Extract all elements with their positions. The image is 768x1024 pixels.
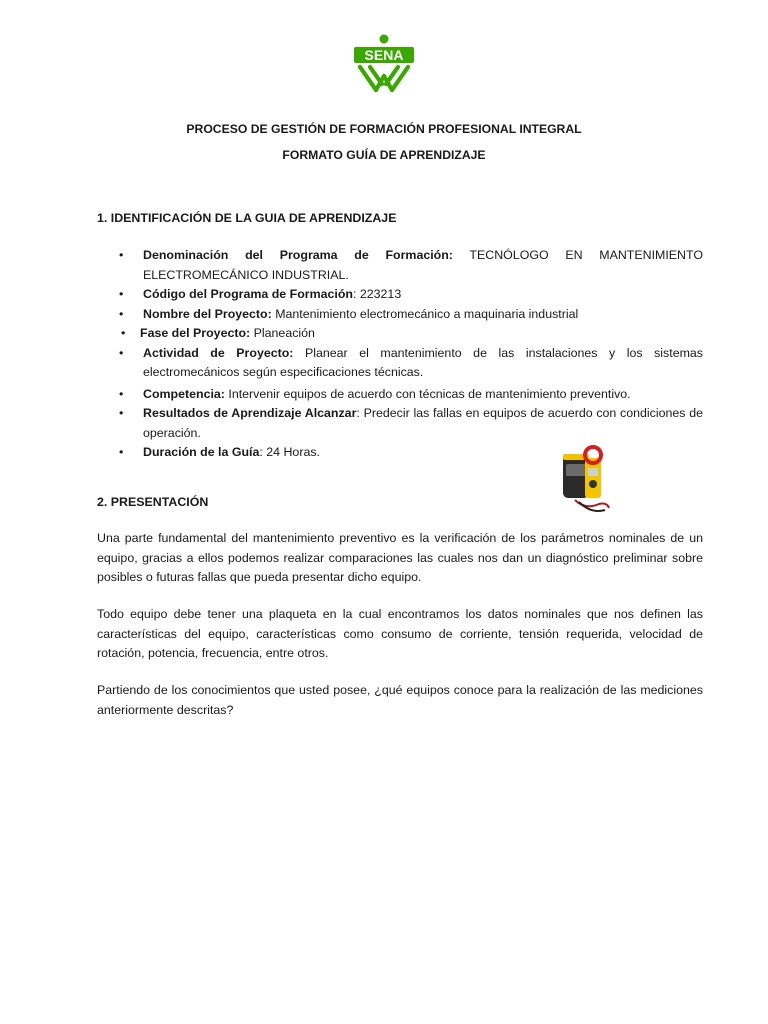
bullet-icon: • — [119, 386, 124, 401]
bullet-icon: • — [121, 326, 126, 340]
paragraph-2: Todo equipo debe tener una plaqueta en la cual encontramos los datos nominales que nos definen las características del equipo, características como consumo de corriente, tensión requerida, velocidad de rotación, potencia, frecuencia, entre otros. — [97, 607, 703, 660]
item-value: TECNÓLOGO EN MANTENIMIENTO ELECTROMECÁNICO INDUSTRIAL. — [143, 248, 703, 282]
list-item — [97, 344, 703, 383]
item-value: Planear el mantenimiento de las instalaciones y los sistemas electromecánicos según especificaciones técnicas. — [143, 345, 703, 379]
sena-logo-icon — [352, 34, 416, 94]
clamp-meter-image — [555, 444, 613, 516]
item-value: : Predecir las fallas en equipos de acuerdo con condiciones de operación. — [143, 406, 703, 440]
item-label: Fase del Proyecto: — [140, 326, 251, 340]
item-label: Resultados de Aprendizaje Alcanzar — [143, 406, 357, 420]
item-value: : 24 Horas. — [259, 445, 320, 459]
list-item — [97, 246, 703, 285]
process-title: PROCESO DE GESTIÓN DE FORMACIÓN PROFESIONAL INTEGRAL — [186, 122, 582, 136]
bullet-icon: • — [119, 306, 124, 321]
list-item — [97, 404, 703, 443]
list-item — [97, 305, 703, 325]
item-label: Actividad de Proyecto: — [143, 345, 294, 360]
bullet-icon: • — [119, 345, 124, 360]
list-item — [97, 285, 703, 305]
bullet-icon: • — [119, 248, 124, 262]
item-value: Intervenir equipos de acuerdo con técnicas de mantenimiento preventivo. — [224, 386, 631, 401]
item-value: : 223213 — [352, 287, 402, 301]
sena-logo — [352, 34, 416, 94]
identification-list — [97, 246, 703, 463]
clamp-meter-icon — [555, 444, 613, 516]
bullet-icon: • — [119, 406, 124, 420]
item-label: Competencia: — [143, 386, 225, 401]
item-label: Código del Programa de Formación — [143, 287, 353, 301]
list-item — [97, 324, 703, 344]
paragraph-1: Una parte fundamental del mantenimiento preventivo es la verificación de los parámetros nominales de un equipo, gracias a ellos podemos realizar comparaciones las cuales nos dan un diagnóstico preliminar sobre posibles o futuras fallas que pueda presentar dicho equipo. — [97, 531, 703, 584]
bullet-icon: • — [119, 287, 124, 301]
item-value: Mantenimiento electromecánico a maquinaria industrial — [271, 306, 579, 321]
list-item — [97, 385, 703, 405]
section-1-heading: 1. IDENTIFICACIÓN DE LA GUIA DE APRENDIZAJE — [97, 211, 397, 225]
paragraph-3: Partiendo de los conocimientos que usted posee, ¿qué equipos conoce para la realización de las mediciones anteriormente descritas? — [97, 683, 703, 717]
item-label: Duración de la Guía — [143, 445, 260, 459]
sena-logo-text: SENA — [364, 47, 404, 63]
bullet-icon: • — [119, 445, 124, 459]
item-label: Nombre del Proyecto: — [143, 306, 272, 321]
item-value: Planeación — [250, 326, 315, 340]
item-label: Denominación del Programa de Formación: — [143, 248, 453, 262]
format-title: FORMATO GUÍA DE APRENDIZAJE — [282, 148, 486, 162]
section-2-heading: 2. PRESENTACIÓN — [97, 495, 209, 509]
